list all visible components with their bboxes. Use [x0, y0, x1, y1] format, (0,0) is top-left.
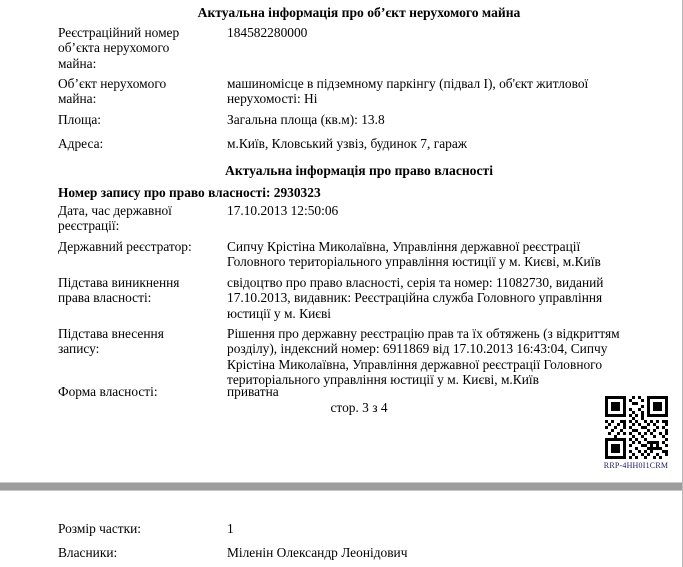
- field-label: Розмір частки:: [58, 521, 142, 536]
- field-value: Сипчу Крістіна Миколаївна, Управління державної реєстрації Головного територіального управління юстиції у м. Києві, м.Київ: [227, 239, 601, 270]
- field-label: Об’єкт нерухомого майна:: [58, 76, 167, 107]
- qr-caption: RRP-4HH0I1CRM: [603, 461, 669, 470]
- field-label: Форма власності:: [58, 384, 158, 399]
- record-number-line: Номер запису про право власності: 2930323: [58, 185, 321, 200]
- field-label: Підстава виникнення права власності:: [58, 275, 180, 306]
- field-label: Дата, час державної реєстрації:: [58, 203, 172, 234]
- ownership-section-title: Актуальна інформація про право власності: [225, 163, 493, 178]
- field-label: Адреса:: [58, 136, 104, 151]
- field-value: 184582280000: [227, 25, 308, 40]
- qr-code-block: [596, 396, 676, 470]
- field-value: 1: [227, 521, 234, 536]
- field-value: Міленін Олександр Леонідович: [227, 545, 408, 560]
- field-label: Державний реєстратор:: [58, 239, 192, 254]
- field-value: 17.10.2013 12:50:06: [227, 203, 339, 218]
- qr-code-icon: [605, 396, 668, 459]
- field-value: Загальна площа (кв.м): 13.8: [227, 112, 385, 127]
- field-value: приватна: [227, 384, 279, 399]
- field-label: Власники:: [58, 545, 118, 560]
- object-section-title: Актуальна інформація про об’єкт нерухомого майна: [197, 5, 521, 20]
- page-counter: стор. 3 з 4: [330, 400, 388, 415]
- field-label: Підстава внесення запису:: [58, 326, 164, 357]
- field-value: машиномісце в підземному паркінгу (підвал І), об'єкт житлової нерухомості: Ні: [227, 76, 589, 107]
- field-value: м.Київ, Кловський узвіз, будинок 7, гараж: [227, 136, 468, 151]
- field-label: Площа:: [58, 112, 102, 127]
- page-separator: [0, 482, 683, 491]
- field-value: Рішення про державну реєстрацію прав та їх обтяжень (з відкриттям розділу), індексний номер: 6911869 від 17.10.2013 16:43:04, Сипчу Крістіна Миколаївна, Управління державної реєстрації Головного територіального управління юстиції у м. Києві, м.Київ: [227, 326, 620, 387]
- field-value: свідоцтво про право власності, серія та номер: 11082730, виданий 17.10.2013, видавник: Реєстраційна служба Головного управління юстиції у м. Києві: [227, 275, 604, 321]
- field-label: Реєстраційний номер об’єкта нерухомого майна:: [58, 25, 180, 71]
